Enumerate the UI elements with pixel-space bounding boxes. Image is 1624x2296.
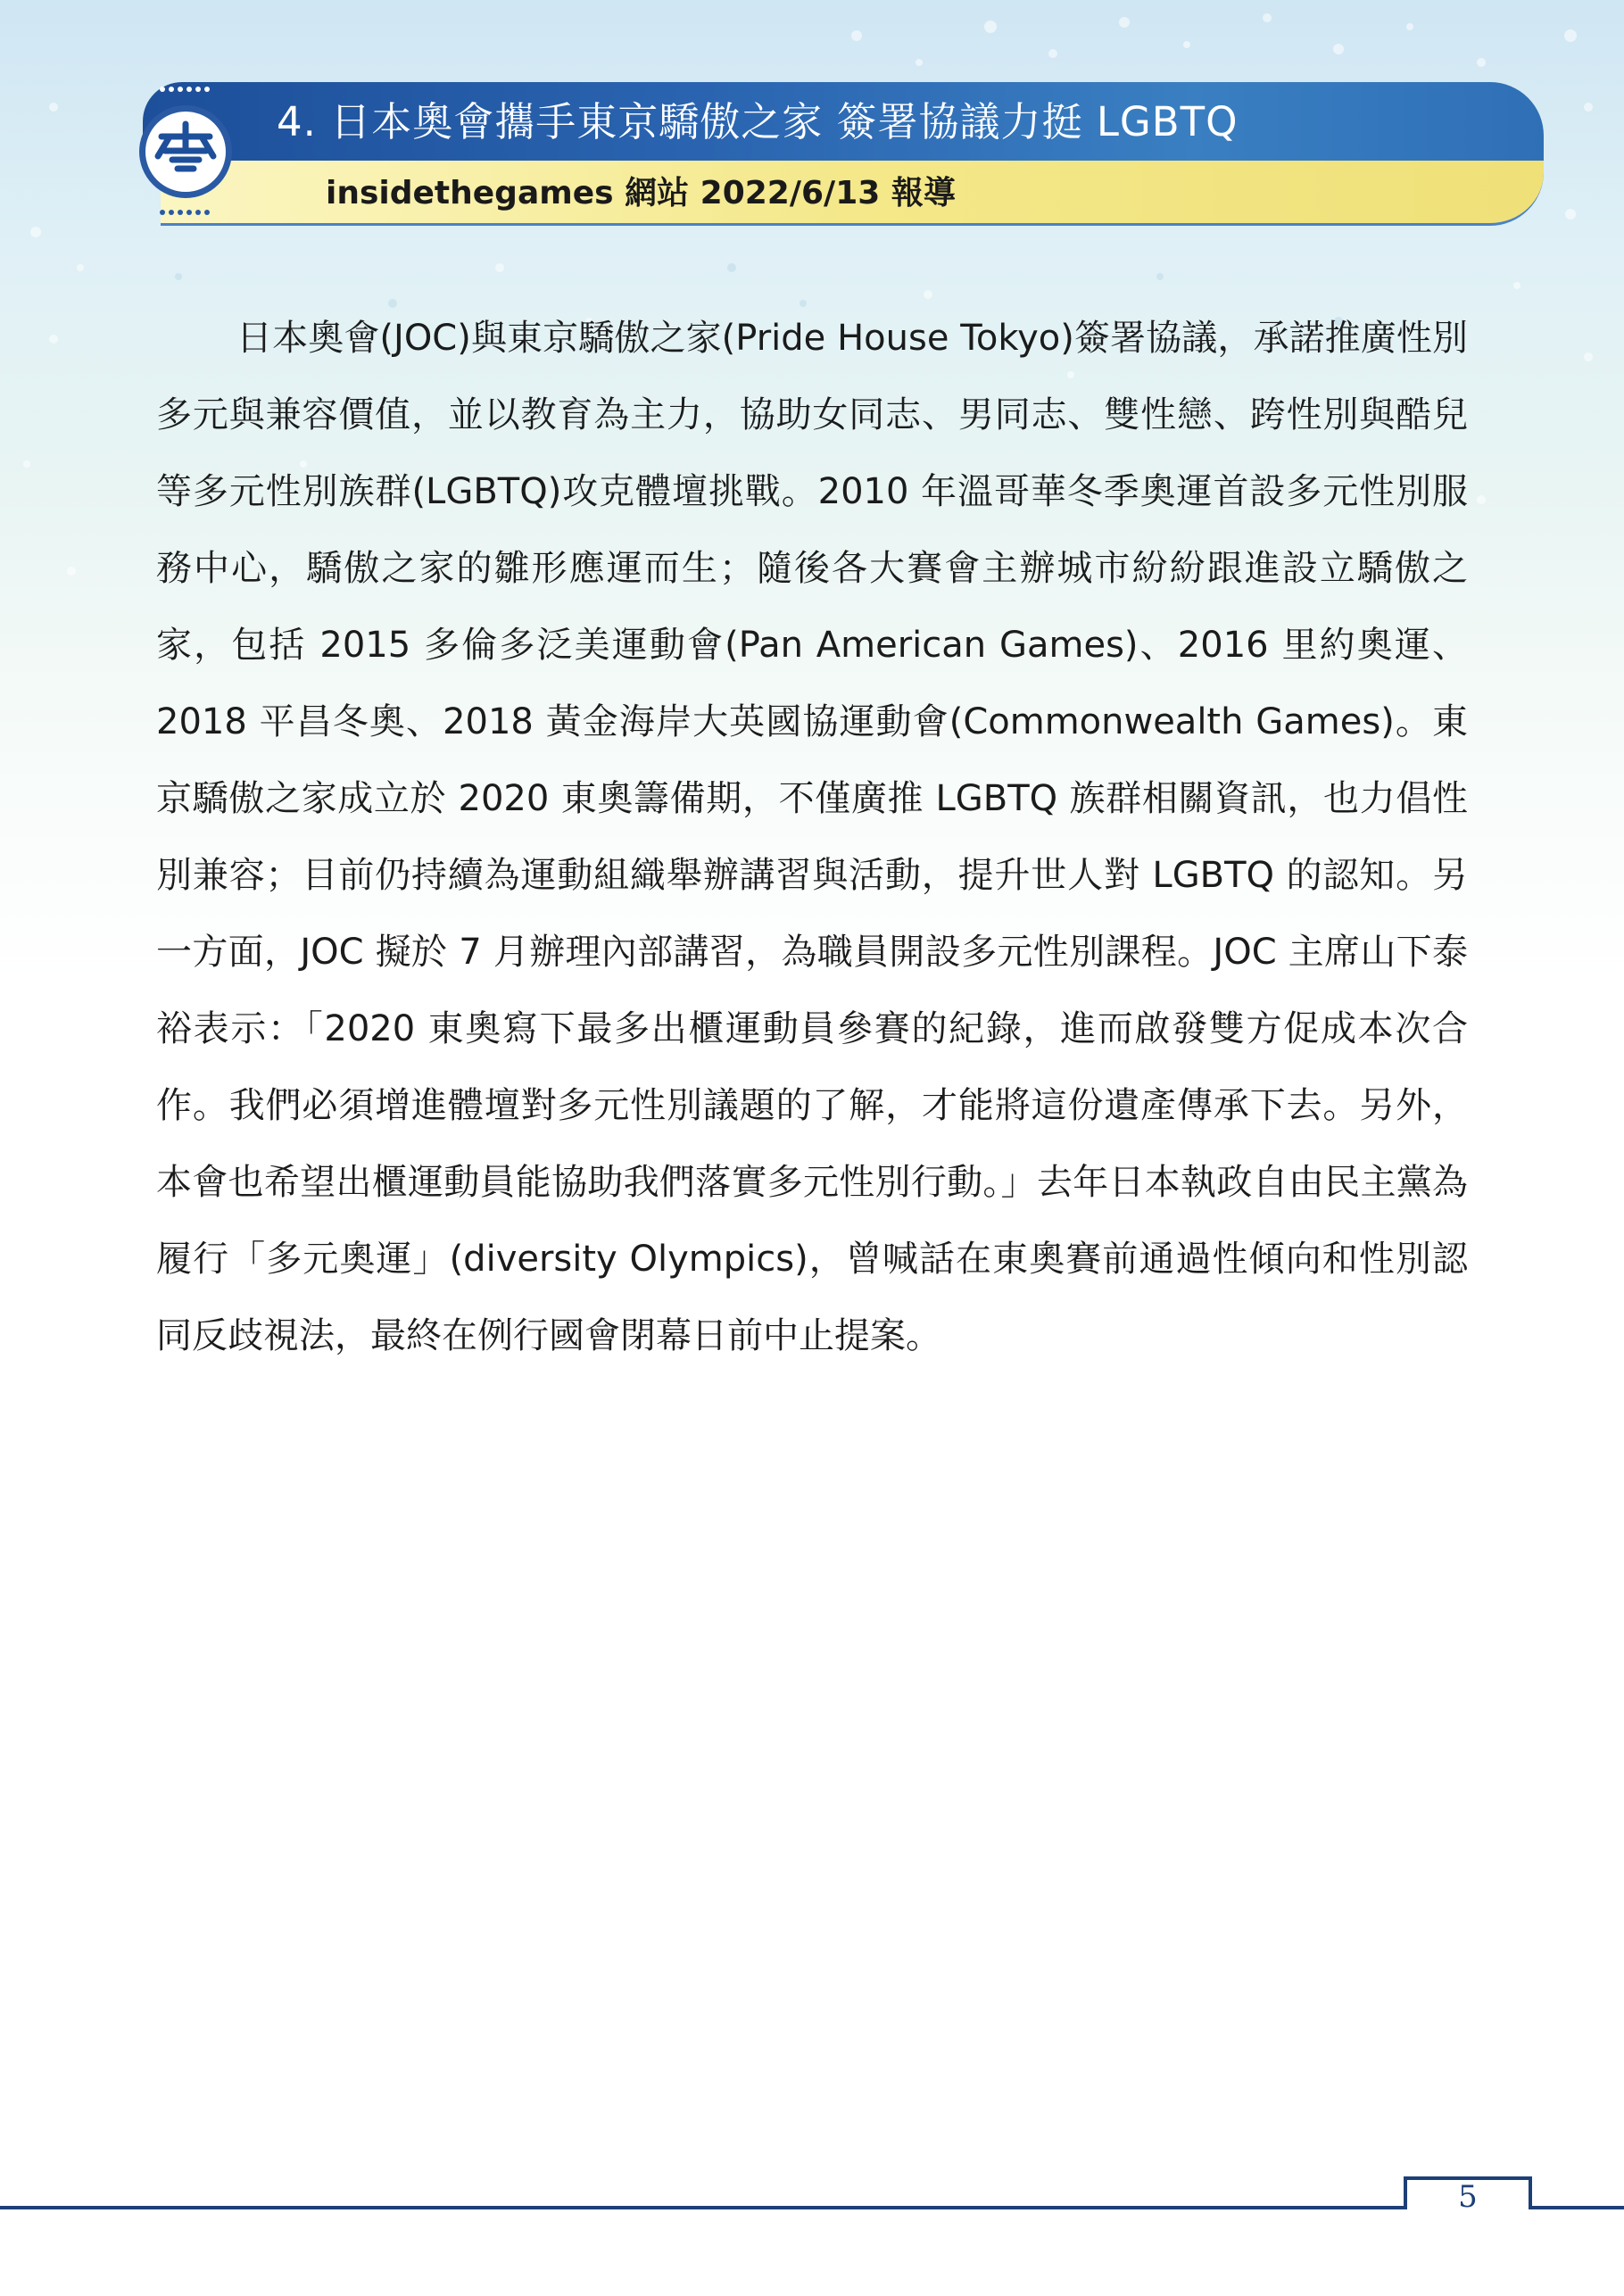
article-body — [156, 300, 1468, 1374]
article-paragraph: 日本奧會(JOC)與東京驕傲之家(Pride House Tokyo)簽署協議，承諾推廣性別多元與兼容價值，並以教育為主力，協助女同志、男同志、雙性戀、跨性別與酷兒等多元性別族群(LGBTQ)攻克體壇挑戰。2010 年溫哥華冬季奧運首設多元性別服務中心，驕傲之家的雛形應運而生；隨後各大賽會主辦城市紛紛跟進設立驕傲之家，包括 2015 多倫多泛美運動會(Pan American Games)、2016 里約奧運、2018 平昌冬奧、2018 黃金海岸大英國協運動會(Commonwealth Games)。東京驕傲之家成立於 2020 東奧籌備期，不僅廣推 LGBTQ 族群相關資訊，也力倡性別兼容；目前仍持續為運動組織舉辦講習與活動，提升世人對 LGBTQ 的認知。另一方面，JOC 擬於 7 月辦理內部講習，為職員開設多元性別課程。JOC 主席山下泰裕表示：「2020 東奧寫下最多出櫃運動員參賽的紀錄，進而啟發雙方促成本次合作。我們必須增進體壇對多元性別議題的了解，才能將這份遺產傳承下去。另外，本會也希望出櫃運動員能協助我們落實多元性別行動。」去年日本執政自由民主黨為履行「多元奧運」(diversity Olympics)，曾喊話在東奧賽前通過性傾向和性別認同反歧視法，最終在例行國會閉幕日前中止提案。 — [156, 318, 1468, 1356]
title-bar — [143, 82, 1544, 161]
emblem-icon — [125, 77, 268, 228]
emblem-ring — [139, 105, 232, 198]
subtitle-bar — [161, 161, 1544, 226]
emblem-dots-bottom — [159, 209, 212, 216]
page-title: 4. 日本奧會攜手東京驕傲之家 簽署協議力挺 LGBTQ — [277, 98, 1239, 145]
emblem-dots-top — [159, 86, 212, 93]
page-number: 5 — [1458, 2179, 1478, 2215]
page-subtitle: insidethegames 網站 2022/6/13 報導 — [326, 175, 956, 211]
emblem-glyph-icon — [145, 112, 226, 192]
header-banner — [125, 82, 1544, 225]
